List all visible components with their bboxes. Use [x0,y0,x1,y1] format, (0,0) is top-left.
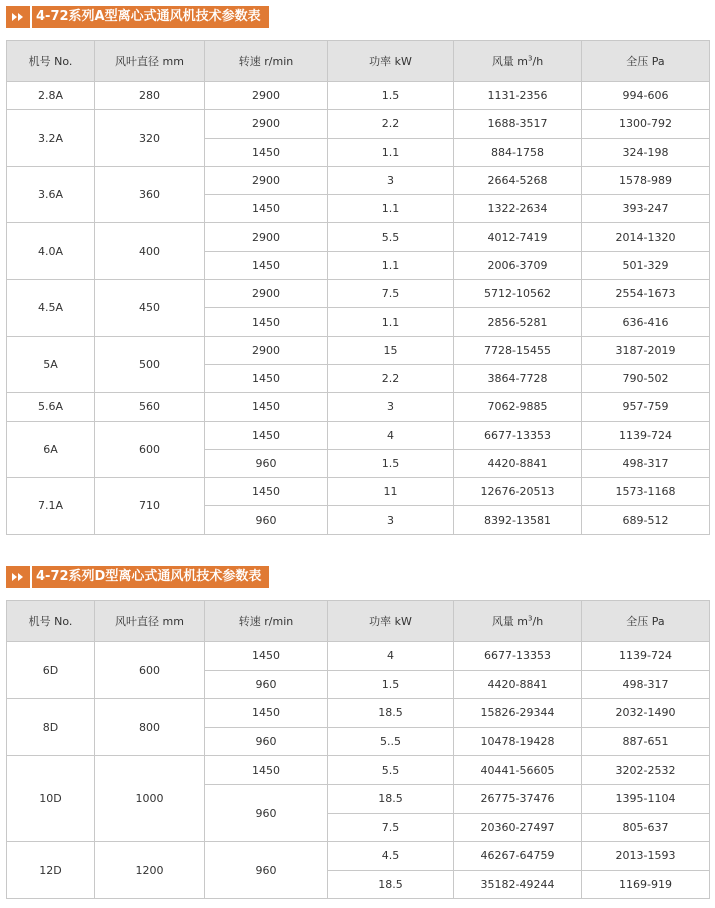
cell-diameter: 360 [95,166,205,223]
col-header-pressure: 全压 Pa [582,41,710,82]
cell-power: 1.1 [328,251,454,279]
cell-pressure: 3202-2532 [582,756,710,785]
cell-power: 1.1 [328,195,454,223]
cell-speed: 1450 [205,756,328,785]
table-row [7,223,710,251]
spec-table-d [6,600,710,899]
cell-model-no: 10D [7,756,95,842]
cell-power: 3 [328,506,454,534]
cell-speed: 1450 [205,138,328,166]
cell-flow: 6677-13353 [454,642,582,671]
cell-power: 5.5 [328,223,454,251]
col-header-no: 机号 No. [7,601,95,642]
cell-flow: 3864-7728 [454,364,582,392]
cell-speed: 960 [205,506,328,534]
cell-flow: 6677-13353 [454,421,582,449]
cell-pressure: 1139-724 [582,642,710,671]
cell-pressure: 689-512 [582,506,710,534]
cell-pressure: 1139-724 [582,421,710,449]
cell-flow: 12676-20513 [454,478,582,506]
table-header-row [7,41,710,82]
table-row [7,110,710,138]
cell-flow: 46267-64759 [454,842,582,871]
cell-pressure: 957-759 [582,393,710,421]
cell-model-no: 12D [7,842,95,899]
cell-model-no: 8D [7,699,95,756]
cell-power: 7.5 [328,813,454,842]
cell-pressure: 393-247 [582,195,710,223]
double-chevron-right-icon [6,6,30,28]
cell-flow: 1131-2356 [454,82,582,110]
cell-diameter: 280 [95,82,205,110]
cell-speed: 2900 [205,280,328,308]
cell-flow: 5712-10562 [454,280,582,308]
cell-flow: 10478-19428 [454,727,582,756]
double-chevron-right-icon [6,566,30,588]
cell-power: 11 [328,478,454,506]
cell-flow: 7728-15455 [454,336,582,364]
cell-speed: 1450 [205,642,328,671]
section-title-bar [6,566,715,588]
cell-power: 5.5 [328,756,454,785]
cell-model-no: 4.0A [7,223,95,280]
cell-model-no: 6D [7,642,95,699]
table-row [7,842,710,871]
cell-speed: 960 [205,449,328,477]
table-header-row [7,601,710,642]
col-header-no: 机号 No. [7,41,95,82]
cell-speed: 2900 [205,82,328,110]
cell-speed: 960 [205,727,328,756]
cell-flow: 35182-49244 [454,870,582,899]
cell-flow: 884-1758 [454,138,582,166]
section-title: 4-72系列D型离心式通风机技术参数表 [32,566,269,588]
table-row [7,699,710,728]
cell-pressure: 3187-2019 [582,336,710,364]
cell-pressure: 636-416 [582,308,710,336]
cell-speed: 2900 [205,223,328,251]
cell-pressure: 2032-1490 [582,699,710,728]
cell-diameter: 600 [95,421,205,478]
table-row [7,280,710,308]
spec-table-a [6,40,710,535]
cell-pressure: 790-502 [582,364,710,392]
cell-flow: 20360-27497 [454,813,582,842]
col-header-diameter: 风叶直径 mm [95,601,205,642]
cell-model-no: 4.5A [7,280,95,337]
cell-power: 18.5 [328,699,454,728]
cell-diameter: 710 [95,478,205,535]
cell-model-no: 5.6A [7,393,95,421]
cell-pressure: 1169-919 [582,870,710,899]
cell-flow: 15826-29344 [454,699,582,728]
cell-power: 18.5 [328,784,454,813]
cell-power: 1.5 [328,670,454,699]
cell-speed: 1450 [205,421,328,449]
cell-model-no: 6A [7,421,95,478]
table-row [7,166,710,194]
cell-flow: 40441-56605 [454,756,582,785]
col-header-power: 功率 kW [328,601,454,642]
table-row [7,642,710,671]
col-header-power: 功率 kW [328,41,454,82]
cell-pressure: 498-317 [582,449,710,477]
cell-power: 2.2 [328,110,454,138]
cell-power: 5..5 [328,727,454,756]
cell-diameter: 400 [95,223,205,280]
cell-speed: 2900 [205,110,328,138]
cell-pressure: 805-637 [582,813,710,842]
cell-power: 2.2 [328,364,454,392]
cell-flow: 4420-8841 [454,449,582,477]
cell-diameter: 450 [95,280,205,337]
cell-pressure: 2554-1673 [582,280,710,308]
cell-model-no: 2.8A [7,82,95,110]
cell-speed: 1450 [205,393,328,421]
cell-flow: 2006-3709 [454,251,582,279]
section-title-bar [6,6,715,28]
section-d-type [0,566,715,892]
cell-diameter: 500 [95,336,205,393]
cell-diameter: 320 [95,110,205,167]
cell-flow: 4012-7419 [454,223,582,251]
table-row [7,421,710,449]
col-header-pressure: 全压 Pa [582,601,710,642]
cell-power: 3 [328,393,454,421]
cell-pressure: 498-317 [582,670,710,699]
cell-model-no: 3.2A [7,110,95,167]
cell-speed: 960 [205,784,328,841]
cell-model-no: 7.1A [7,478,95,535]
cell-speed: 2900 [205,166,328,194]
cell-pressure: 1395-1104 [582,784,710,813]
cell-power: 3 [328,166,454,194]
cell-flow: 26775-37476 [454,784,582,813]
cell-power: 4 [328,421,454,449]
section-a-type [0,6,715,527]
cell-power: 18.5 [328,870,454,899]
col-header-speed: 转速 r/min [205,601,328,642]
cell-speed: 1450 [205,195,328,223]
table-row [7,82,710,110]
cell-power: 1.1 [328,308,454,336]
cell-flow: 7062-9885 [454,393,582,421]
cell-speed: 2900 [205,336,328,364]
cell-speed: 1450 [205,699,328,728]
col-header-diameter: 风叶直径 mm [95,41,205,82]
table-row [7,336,710,364]
cell-power: 1.5 [328,449,454,477]
cell-speed: 960 [205,842,328,899]
cell-speed: 960 [205,670,328,699]
cell-diameter: 800 [95,699,205,756]
cell-model-no: 5A [7,336,95,393]
col-header-flow: 风量 $m^3/h$ [454,41,582,82]
cell-power: 1.5 [328,82,454,110]
cell-speed: 1450 [205,478,328,506]
cell-flow: 1688-3517 [454,110,582,138]
cell-diameter: 560 [95,393,205,421]
col-header-speed: 转速 r/min [205,41,328,82]
cell-pressure: 1300-792 [582,110,710,138]
cell-power: 4 [328,642,454,671]
cell-flow: 4420-8841 [454,670,582,699]
cell-pressure: 1573-1168 [582,478,710,506]
cell-power: 1.1 [328,138,454,166]
cell-speed: 1450 [205,364,328,392]
cell-model-no: 3.6A [7,166,95,223]
cell-power: 4.5 [328,842,454,871]
cell-flow: 8392-13581 [454,506,582,534]
cell-pressure: 2013-1593 [582,842,710,871]
cell-pressure: 887-651 [582,727,710,756]
cell-power: 15 [328,336,454,364]
cell-speed: 1450 [205,251,328,279]
cell-speed: 1450 [205,308,328,336]
section-title: 4-72系列A型离心式通风机技术参数表 [32,6,269,28]
cell-flow: 1322-2634 [454,195,582,223]
cell-pressure: 994-606 [582,82,710,110]
cell-flow: 2856-5281 [454,308,582,336]
col-header-flow: 风量 $m^3/h$ [454,601,582,642]
cell-diameter: 600 [95,642,205,699]
cell-pressure: 1578-989 [582,166,710,194]
table-row [7,393,710,421]
cell-pressure: 324-198 [582,138,710,166]
cell-diameter: 1000 [95,756,205,842]
cell-flow: 2664-5268 [454,166,582,194]
cell-diameter: 1200 [95,842,205,899]
cell-pressure: 501-329 [582,251,710,279]
cell-pressure: 2014-1320 [582,223,710,251]
cell-power: 7.5 [328,280,454,308]
table-row [7,756,710,785]
table-row [7,478,710,506]
